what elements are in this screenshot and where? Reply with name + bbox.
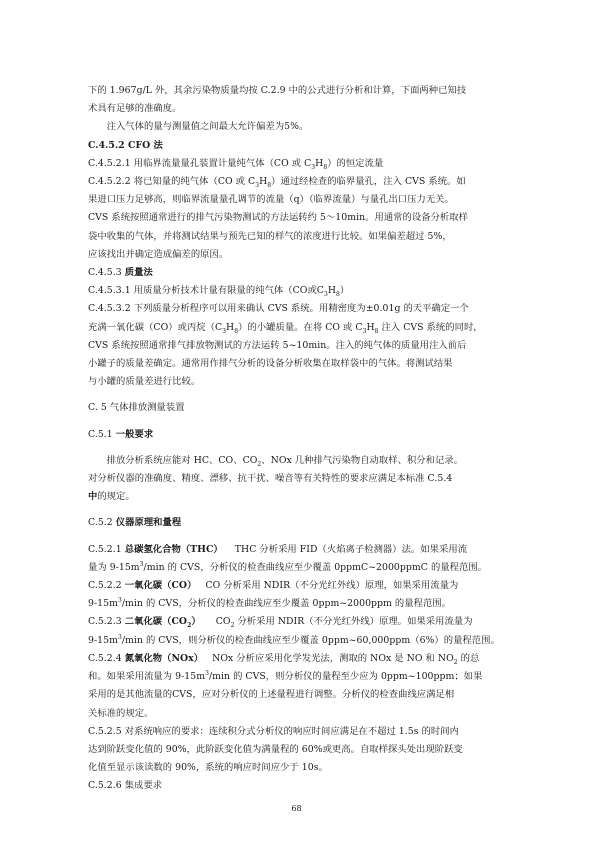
text-line: C.5.2.3 二氧化碳$(CO_2)$ $CO_2$ 分析采用 NDIR（不分光红外线）原理。如果采用流量为	[88, 616, 473, 630]
text-line: C.4.5.2.1 用临界流量量孔装置计量纯气体（CO 或 $C_3H_8$）的恒定流量	[88, 157, 384, 171]
text-line: C.5.2.2 一氧化碳（CO） CO 分析采用 NDIR（不分光红外线）原理，如果采用流量为	[88, 580, 459, 592]
text-line: $9-15m^3/\min$ 的 CVS，分析仪的检查曲线应至少覆盖 0ppm~2000ppm 的量程范围。	[88, 597, 451, 610]
section-heading-4-5-3: C.4.5.3 质量法	[88, 267, 153, 279]
text-line: 中的规定。	[88, 491, 135, 503]
text-line: 达到阶跃变化值的 90%，此阶跃变化值为满量程的 60%或更高。自取样探头处出现阶跃变	[88, 743, 463, 755]
text-line: $9-15m^3/\min$ 的 CVS，则分析仪的检查曲线应至少覆盖 0ppm~60,000ppm（6%）的量程范围。	[88, 633, 500, 646]
text-line: 小罐子的质量差确定。通常用作排气分析的设备分析收集在取样袋中的气体。将测试结果	[88, 358, 453, 370]
document-body	[88, 82, 508, 796]
text-line: C.5.2.4 氮氧化物（NOx） NOx 分析应采用化学发光法，测取的 NOx 是 NO 和 $NO_2$ 的总	[88, 652, 480, 666]
text-line: 袋中收集的气体，并将测试结果与预先已知的样气的浓度进行比较。如果偏差超过 5%，	[88, 230, 452, 242]
text-line: 量为 $9-15m^3/\min$ 的 CVS，分析仪的检查曲线应至少覆盖 0ppmC~2000ppmC 的量程范围。	[88, 560, 488, 573]
text-line: 和。如果采用流量为 $9-15m^3/\min$ 的 CVS，则分析仪的量程至少应为 0ppm~100ppm；如果	[88, 670, 483, 683]
text-line: CVS 系统按照通常排气排放物测试的方法运转 5~10min。注入的纯气体的质量用注入前后	[88, 339, 467, 351]
section-heading-4-5-2: C.4.5.2 CFO 法	[88, 139, 163, 151]
text-line: 充满一氧化碳（CO）或丙烷$(C_3H_8)$的小罐质量。在将 CO 或 $C_3H_8$ 注入 CVS 系统的同时，	[88, 321, 483, 335]
text-line: 对分析仪器的准确度、精度、漂移、抗干扰、噪音等有关特性的要求应满足本标准 C.5.4	[88, 473, 453, 485]
text-line: 关标准的规定。	[88, 707, 154, 719]
text-line: C.4.5.2.2 将已知量的纯气体（CO 或 $C_3H_8$）通过经检查的临界量孔，注入 CVS 系统。如	[88, 176, 466, 189]
text-line: 应该找出并确定造成偏差的原因。	[88, 248, 229, 260]
text-line: 与小罐的质量差进行比较。	[88, 376, 201, 388]
text-line: 排放分析系统应能对 HC、CO、$CO_2$、NOx 几种排气污染物自动取样、积分和记录。	[106, 454, 464, 468]
page-number: 68	[291, 804, 302, 813]
section-heading-c5: C. 5 气体排放测量装置	[88, 402, 185, 414]
text-line: C.5.2.5 对系统响应的要求：连续积分式分析仪的响应时间应满足在不超过 1.5s 的时间内	[88, 725, 459, 737]
text-line: 注入气体的量与测量值之间最大允许偏差为5%。	[106, 121, 309, 133]
text-line: 下的 1.967g/L 外，其余污染物质量均按 C.2.9 中的公式进行分析和计算，下面两种已知技	[88, 85, 467, 96]
text-line: 术具有足够的准确度。	[88, 103, 182, 115]
text-line: CVS 系统按照通常进行的排气污染物测试的方法运转约 5～10min。用通常的设备分析取样	[88, 212, 468, 224]
text-line: 采用的是其他流量的CVS，应对分析仪的上述量程进行调整。分析仪的检查曲线应满足相	[88, 689, 455, 701]
text-line: C.5.2.1 总碳氢化合物（THC） THC 分析采用 FID（火焰离子检测器）法。如果采用流	[88, 543, 468, 555]
text-line: 果进口压力足够高，则临界流量量孔调节的流量（q）（临界流量）与量孔出口压力无关。	[88, 194, 454, 206]
text-line: 化值至显示该读数的 90%，系统的响应时间应少于 10s。	[88, 762, 328, 774]
section-heading-c5-2: C.5.2 仪器原理和量程	[88, 517, 182, 529]
text-line: C.4.5.3.2 下列质量分析程序可以用来确认 CVS 系统。用精密度为±0.01g 的天平确定一个	[88, 303, 469, 315]
section-heading-c5-1: C.5.1 一般要求	[88, 428, 154, 440]
text-line: C.5.2.6 集成要求	[88, 780, 163, 792]
text-line: C.4.5.3.1 用质量分析技术计量有限量的纯气体（CO或$C_3H_8$）	[88, 285, 350, 299]
